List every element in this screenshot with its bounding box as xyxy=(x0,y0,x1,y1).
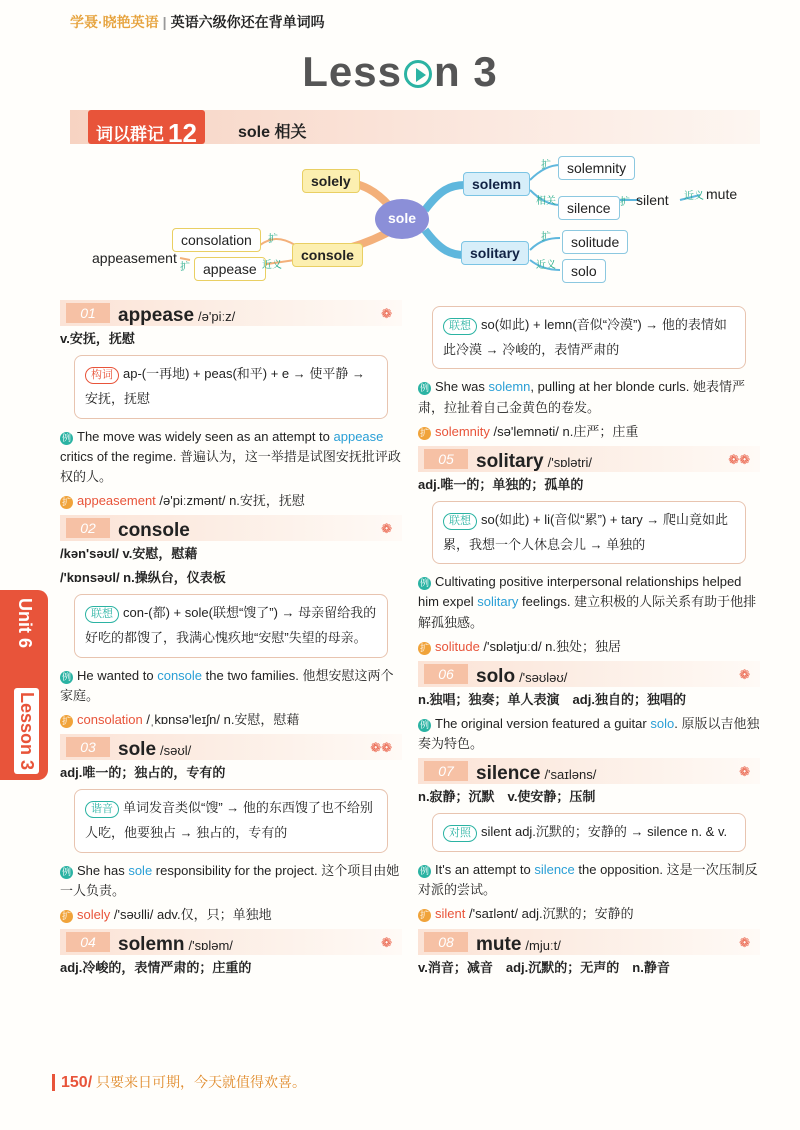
example-text: responsibility for the project. 这个项目由她一人负责。 xyxy=(60,862,400,898)
word-entry-solitary xyxy=(418,446,760,472)
extension-text: /'sɒlətjuːd/ n.独处；独居 xyxy=(479,638,622,654)
headword xyxy=(476,447,592,476)
phonetic: /səʊl/ xyxy=(160,743,192,759)
phonetic: /'sɒləm/ xyxy=(188,938,233,954)
example-text: critics of the regime. 普遍认为，这一举措是试图安抚批评政权的人。 xyxy=(60,448,401,484)
mindmap-center: sole xyxy=(375,199,429,239)
extension xyxy=(60,710,402,730)
definition: /'kɒnsəʊl/ n.操纵台，仪表板 xyxy=(60,570,226,586)
example-text: The original version featured a guitar xyxy=(435,716,651,732)
lesson-title-pre: Less xyxy=(302,48,403,95)
example xyxy=(418,714,760,754)
headword-text: silence xyxy=(476,763,541,785)
example-text: Cultivating positive interpersonal relationships helped him expel xyxy=(418,574,742,610)
flame-icon: ❁ xyxy=(381,521,392,537)
extend-icon: 扩 xyxy=(419,427,429,438)
group-number: 12 xyxy=(168,118,197,148)
headword-text: solo xyxy=(476,665,516,687)
memo-badge: 联想 xyxy=(443,513,477,530)
label-near-3: 近义 xyxy=(262,260,282,271)
example-highlight: console xyxy=(157,667,203,683)
book-title: 英语六级你还在背单词吗 xyxy=(170,14,325,30)
headword xyxy=(476,930,561,959)
example xyxy=(418,860,760,900)
example-icon: 例 xyxy=(61,671,71,682)
headword-text: solemn xyxy=(118,934,185,956)
group-banner xyxy=(70,110,760,148)
headword xyxy=(476,662,567,691)
example-text: , pulling at her blonde curls. 她表情严肃，拉扯着自己金黄色的卷发。 xyxy=(418,379,746,415)
definition: adj.冷峻的，表情严肃的；庄重的 xyxy=(60,960,252,976)
flame-icon: ❁ xyxy=(739,666,750,682)
node-solemnity: solemnity xyxy=(558,156,635,180)
extension-text: /ə'piːzmənt/ n.安抚，抚慰 xyxy=(155,492,305,508)
extension xyxy=(418,422,760,442)
headword-text: solitary xyxy=(476,450,544,472)
example-highlight: appease xyxy=(333,428,384,444)
flame-icon: ❁ xyxy=(381,935,392,951)
extend-icon: 扩 xyxy=(61,910,71,921)
definition: v.安抚，抚慰 xyxy=(60,331,135,346)
extension-text: /ˌkɒnsə'leɪʃn/ n.安慰，慰藉 xyxy=(142,712,300,728)
memo-box xyxy=(432,501,746,564)
page-footer xyxy=(52,1072,306,1092)
phonetic: /'sɒlətri/ xyxy=(547,454,592,470)
extension xyxy=(418,637,760,657)
left-column xyxy=(60,296,402,982)
node-mute: mute xyxy=(706,186,738,202)
word-entry-sole xyxy=(60,734,402,760)
example-text: the opposition. 这是一次压制反对派的尝试。 xyxy=(418,862,758,898)
example-text: the two families. 他想安慰这两个家庭。 xyxy=(60,667,394,703)
example-icon: 例 xyxy=(61,432,71,443)
headword xyxy=(476,759,596,788)
node-solely: solely xyxy=(302,169,360,193)
entry-number: 08 xyxy=(424,932,468,952)
flame-icon: ❁ xyxy=(739,764,750,780)
extension-word: solemnity xyxy=(435,423,490,439)
entry-number: 05 xyxy=(424,449,468,469)
memo-text: con-(都) + sole(联想“馊了”) → 母亲留给我的好吃的都馊了，我满心愧疚地“安慰”失望的母亲。 xyxy=(85,605,377,646)
memo-text: so(如此) + lemn(音似“冷漠”) → 他的表情如此冷漠 → 冷峻的，表情严肃的 xyxy=(443,317,727,357)
example-icon: 例 xyxy=(61,866,71,877)
example xyxy=(60,666,402,706)
extension-word: solely xyxy=(77,906,111,922)
entry-number: 06 xyxy=(424,664,468,684)
example-highlight: solo xyxy=(650,716,675,732)
example-icon: 例 xyxy=(419,383,429,394)
memo-badge: 构词 xyxy=(85,367,119,384)
example-highlight: silence xyxy=(534,862,575,878)
entry-number: 07 xyxy=(424,761,468,781)
side-lesson: Lesson 3 xyxy=(14,688,39,774)
extension-text: /sə'lemnəti/ n.庄严；庄重 xyxy=(489,423,639,439)
lesson-title-post: n 3 xyxy=(434,48,498,95)
label-rel: 相关 xyxy=(536,196,556,207)
label-near-1: 近义 xyxy=(684,191,704,202)
side-unit: Unit 6 xyxy=(15,598,35,649)
example-text: It's an attempt to xyxy=(435,862,535,878)
phonetic: /'saɪləns/ xyxy=(544,767,597,783)
flame-icon: ❁ xyxy=(381,306,392,321)
extension-text: /'səʊlli/ adv.仅，只；单独地 xyxy=(110,906,272,922)
example xyxy=(60,427,402,487)
unit-side-tab xyxy=(0,590,48,780)
example xyxy=(418,377,760,417)
extend-icon: 扩 xyxy=(61,716,71,727)
node-console: console xyxy=(292,243,363,267)
headword xyxy=(118,301,235,330)
entry-number: 04 xyxy=(66,932,110,952)
word-entry-solo xyxy=(418,661,760,687)
headword xyxy=(118,735,191,764)
definition: v.消音；减音 adj.沉默的；无声的 n.静音 xyxy=(418,959,670,975)
node-solitary: solitary xyxy=(461,241,529,265)
memo-badge: 联想 xyxy=(85,606,119,623)
flame-icon: ❁❁ xyxy=(370,740,392,756)
extension xyxy=(60,905,402,925)
word-entry-console xyxy=(60,515,402,541)
example-text: He wanted to xyxy=(77,667,158,683)
node-consolation: consolation xyxy=(172,228,261,252)
header-divider: | xyxy=(162,14,167,30)
extension-text: /'saɪlənt/ adj.沉默的；安静的 xyxy=(465,906,634,922)
headword xyxy=(118,930,233,959)
memo-box xyxy=(74,789,388,852)
example-text: feelings. 建立积极的人际关系有助于他排解孤独感。 xyxy=(418,594,757,630)
node-solo: solo xyxy=(562,259,606,283)
node-silence: silence xyxy=(558,196,620,220)
phonetic: /'səʊləʊ/ xyxy=(519,669,568,685)
example xyxy=(418,572,760,632)
memo-badge: 联想 xyxy=(443,318,477,335)
entry-number: 01 xyxy=(66,303,110,323)
extension-word: silent xyxy=(435,906,466,922)
memo-box xyxy=(432,813,746,852)
brand: 学聂·晓艳英语 xyxy=(70,14,159,30)
label-near-2: 近义 xyxy=(536,260,556,271)
phonetic: /ə'piːz/ xyxy=(198,309,236,324)
example-highlight: sole xyxy=(128,862,153,878)
memo-text: so(如此) + li(音似“累”) + tary → 爬山竟如此累，我想一个人休息会儿 → 单独的 xyxy=(443,511,729,552)
phonetic: /mjuːt/ xyxy=(525,937,561,953)
example-icon: 例 xyxy=(419,578,429,589)
extend-icon: 扩 xyxy=(419,910,429,921)
memo-text: 单词发音类似“馊” → 他的东西馊了也不给别人吃，他要独占 → 独占的，专有的 xyxy=(85,800,373,840)
label-ext-2: 扩 xyxy=(620,197,630,208)
extension-word: appeasement xyxy=(77,492,156,508)
example-text: She has xyxy=(77,862,129,878)
headword: console xyxy=(118,520,190,542)
definition: adj.唯一的；单独的；孤单的 xyxy=(418,476,584,492)
right-column xyxy=(418,306,760,982)
label-ext-4: 扩 xyxy=(268,234,278,245)
node-solemn: solemn xyxy=(463,172,530,196)
word-entry-mute xyxy=(418,929,760,955)
example-highlight: solitary xyxy=(477,594,519,610)
running-header xyxy=(70,12,325,32)
group-title: sole 相关 xyxy=(238,124,307,141)
definition: adj.唯一的；独占的，专有的 xyxy=(60,765,226,781)
flame-icon: ❁❁ xyxy=(728,451,750,467)
memo-text: silent adj.沉默的；安静的 → silence n. & v. xyxy=(481,824,728,840)
play-icon[interactable] xyxy=(404,60,432,88)
memo-box xyxy=(74,355,388,418)
memo-box xyxy=(74,594,388,657)
node-solitude: solitude xyxy=(562,230,628,254)
group-tag xyxy=(88,110,205,148)
word-entry-silence xyxy=(418,758,760,784)
memo-badge: 谐音 xyxy=(85,801,119,818)
label-ext-5: 扩 xyxy=(180,262,190,273)
entry-number: 03 xyxy=(66,737,110,757)
example-highlight: solemn xyxy=(488,379,531,395)
example xyxy=(60,861,402,901)
definition: /kən'səʊl/ v.安慰，慰藉 xyxy=(60,546,198,562)
definition: n.寂静；沉默 v.使安静；压制 xyxy=(418,789,596,805)
headword-text: appease xyxy=(118,305,195,326)
label-ext-3: 扩 xyxy=(541,232,551,243)
node-appeasement: appeasement xyxy=(92,250,177,266)
extension-word: consolation xyxy=(77,712,143,728)
word-entry-solemn xyxy=(60,929,402,955)
lesson-title xyxy=(0,48,800,96)
memo-badge: 对照 xyxy=(443,825,477,842)
extension xyxy=(418,904,760,924)
example-text: . 原版以吉他独奏为特色。 xyxy=(418,716,760,752)
footer-motto: 只要来日可期，今天就值得欢喜。 xyxy=(96,1074,307,1090)
label-ext-1: 扩 xyxy=(541,160,551,171)
page-number: 150/ xyxy=(52,1074,92,1091)
node-appease: appease xyxy=(194,257,266,281)
example-text: She was xyxy=(435,379,489,395)
extension-word: solitude xyxy=(435,638,480,654)
extension xyxy=(60,491,402,511)
headword-text: sole xyxy=(118,739,157,761)
word-entry-appease xyxy=(60,300,402,326)
extend-icon: 扩 xyxy=(419,642,429,653)
flame-icon: ❁ xyxy=(739,934,750,950)
memo-text: ap-(一再地) + peas(和平) + e → 使平静 → 安抚，抚慰 xyxy=(85,366,365,406)
example-icon: 例 xyxy=(419,720,429,731)
example-icon: 例 xyxy=(419,866,429,877)
group-tag-label: 词以群记 xyxy=(96,125,164,144)
node-silent: silent xyxy=(636,192,669,208)
example-text: The move was widely seen as an attempt to xyxy=(77,428,334,444)
memo-box xyxy=(432,306,746,369)
extend-icon: 扩 xyxy=(61,496,71,507)
headword-text: mute xyxy=(476,933,522,955)
entry-number: 02 xyxy=(66,518,110,538)
definition: n.独唱；独奏；单人表演 adj.独自的；独唱的 xyxy=(418,691,686,707)
